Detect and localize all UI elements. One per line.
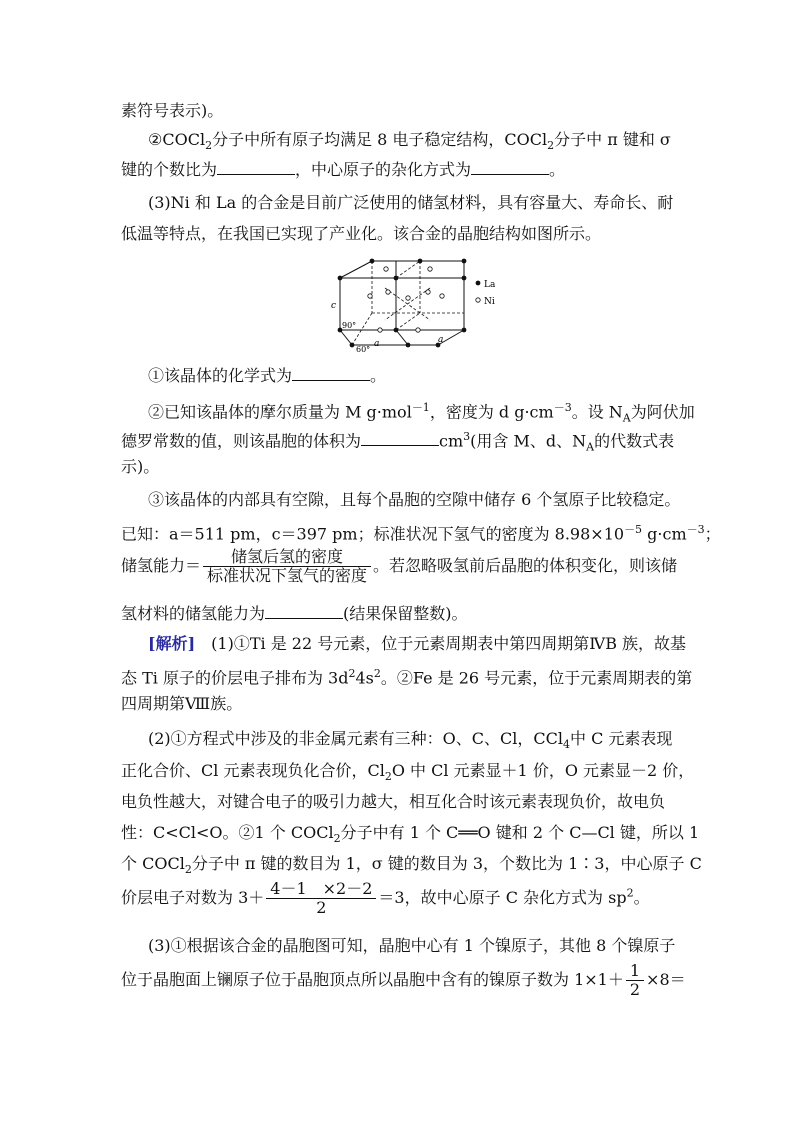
text-line-9: 示)。: [121, 457, 160, 476]
legend-ni: Ni: [484, 297, 495, 307]
angle-90: 90°: [342, 321, 357, 330]
text-line-11: 已知：a＝511 pm，c＝397 pm；标准状况下氢气的密度为 $8.98\times 10^{-5}$ $g\cdot cm^{-3}$；: [121, 523, 721, 544]
text-line-16: 四周期第Ⅷ族。: [121, 694, 243, 713]
legend-la: La: [484, 280, 496, 290]
text-line-22: 价层电子对数为 3＋ $\frac{4-1 \times 2-2}{2}$ ＝3，故中心原子 C 杂化方式为 $sp^2$。: [121, 879, 650, 917]
label-a: a: [438, 335, 444, 345]
text-line-8: 德罗常数的值，则该晶胞的体积为 $cm^3$(用含 M、d、$N_A$的代数式表: [121, 430, 675, 454]
answer-blank: [265, 603, 343, 619]
answer-blank: [217, 159, 295, 175]
analysis-tag: [解析]: [148, 634, 196, 653]
label-c: c: [331, 301, 337, 311]
text-line-10: ③该晶体的内部具有空隙，且每个晶胞的空隙中储存 6 个氢原子比较稳定。: [148, 490, 681, 509]
text-line-21: 个 COCl$_2$分子中 π 键的数目为 1，σ 键的数目为 3，个数比为 1∶3，中心原子 C: [121, 854, 702, 877]
text-line-13: 氢材料的储氢能力为 (结果保留整数)。: [121, 604, 468, 623]
text-line-17: (2)①方程式中涉及的非金属元素有三种：O、C、Cl，CCl$_4$中 C 元素表现: [148, 729, 673, 752]
angle-60: 60°: [356, 345, 371, 354]
text-line-1: 素符号表示)。: [121, 101, 224, 120]
text-line-19: 电负性越大，对键合电子的吸引力越大，相互化合时该元素表现负价，故电负: [121, 792, 666, 811]
crystal-cell-diagram: [330, 258, 510, 354]
fraction-storage-capacity: $\frac{\text{储氢后氢的密度}}{\text{标准状况下氢气的密度}}$: [203, 548, 371, 585]
fraction-electron-pairs: $\frac{4-1 \times 2-2}{2}$: [266, 880, 376, 917]
fraction-half: $\frac{1}{2}$: [626, 962, 644, 999]
text-line-23: (3)①根据该合金的晶胞图可知，晶胞中心有 1 个镍原子，其他 8 个镍原子: [148, 936, 676, 955]
text-line-2: ②COCl$_2$分子中所有原子均满足 8 电子稳定结构，COCl$_2$分子中 π 键和 σ: [148, 130, 671, 153]
text-line-4: (3)Ni 和 La 的合金是目前广泛使用的储氢材料，具有容量大、寿命长、耐: [148, 193, 674, 212]
text-line-20: 性：C<Cl<O。②1 个 COCl$_2$分子中有 1 个 C══O 键和 2 个 C—Cl 键，所以 1: [121, 823, 700, 846]
label-a: a: [374, 339, 380, 349]
text-line-3: 键的个数比为 ，中心原子的杂化方式为 。: [121, 160, 566, 179]
text-line-7: ②已知该晶体的摩尔质量为 M g·mol$^{-1}$，密度为 d $g\cdot cm^{-3}$。设 $N_A$为阿伏加: [148, 401, 695, 425]
text-line-14: [解析] (1)①Ti 是 22 号元素，位于元素周期表中第四周期第ⅣB 族，故基: [148, 634, 687, 653]
answer-blank: [471, 159, 549, 175]
answer-blank: [361, 430, 439, 446]
text-line-5: 低温等特点，在我国已实现了产业化。该合金的晶胞结构如图所示。: [121, 224, 602, 243]
crystal-cell-figure: [330, 258, 510, 358]
answer-blank: [292, 365, 370, 381]
text-line-6: ①该晶体的化学式为 。: [148, 366, 387, 385]
text-line-12: 储氢能力＝ $\frac{\text{储氢后氢的密度}}{\text{标准状况下氢气的密度}}$ 。若忽略吸氢前后晶胞的体积变化，则该储: [121, 547, 678, 585]
text-line-24: 位于晶胞面上镧原子位于晶胞顶点所以晶胞中含有的镍原子数为 1×1＋ $\frac{1}{2}$ ×8＝: [121, 961, 686, 999]
text-line-15: 态 Ti 原子的价层电子排布为 $3d^24s^2$。②Fe 是 26 号元素，位于元素周期表的第: [121, 667, 693, 688]
text-line-18: 正化合价、Cl 元素表现负化合价，$Cl_2O$ 中 Cl 元素显＋1 价，O 元素显－2 价，: [121, 761, 695, 784]
